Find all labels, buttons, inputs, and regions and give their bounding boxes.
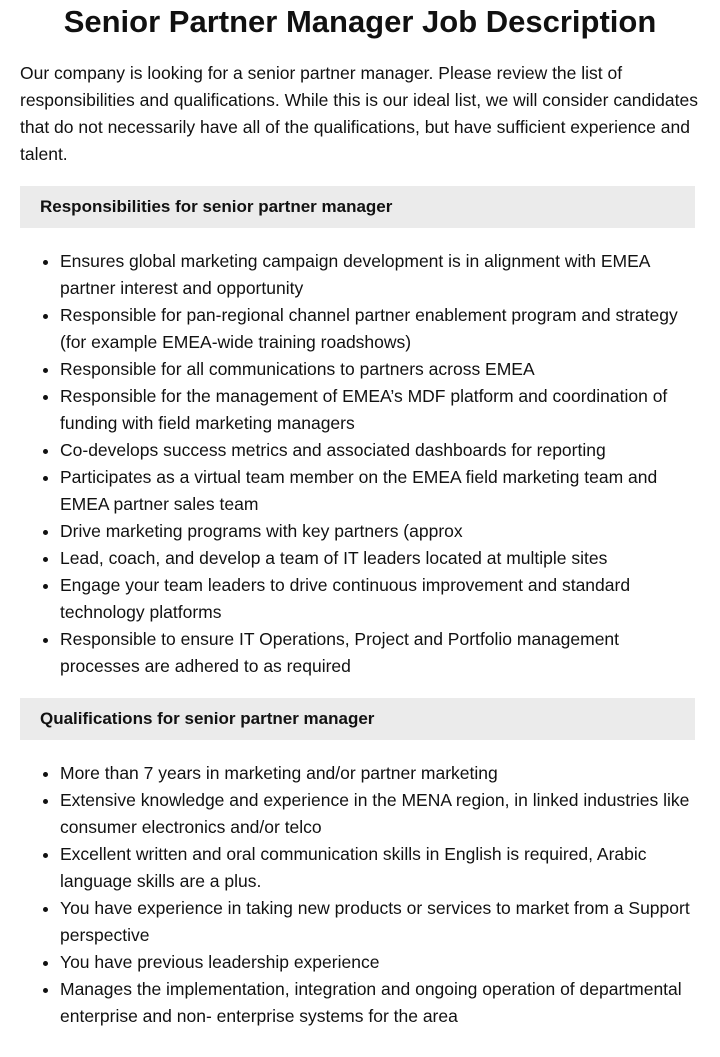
qualifications-heading: Qualifications for senior partner manager bbox=[20, 698, 695, 740]
list-item: • Drive marketing programs with key partners (approx bbox=[60, 518, 700, 545]
list-item: • Co-develops success metrics and associated dashboards for reporting bbox=[60, 437, 700, 464]
list-item: • Participates as a virtual team member on the EMEA field marketing team and EMEA partner sales team bbox=[60, 464, 700, 518]
list-item: • Responsible for pan-regional channel partner enablement program and strategy (for example EMEA-wide training roadshows) bbox=[60, 302, 700, 356]
list-item: • Manages the implementation, integration and ongoing operation of departmental enterprise and non- enterprise systems for the area bbox=[60, 976, 700, 1030]
list-item: • You have experience in taking new products or services to market from a Support perspective bbox=[60, 895, 700, 949]
list-item: • Extensive knowledge and experience in the MENA region, in linked industries like consumer electronics and/or telco bbox=[60, 787, 700, 841]
list-item: • Responsible for the management of EMEA’s MDF platform and coordination of funding with field marketing managers bbox=[60, 383, 700, 437]
qualifications-list bbox=[20, 760, 700, 1030]
list-item: • Lead, coach, and develop a team of IT leaders located at multiple sites bbox=[60, 545, 700, 572]
list-item: • More than 7 years in marketing and/or partner marketing bbox=[60, 760, 700, 787]
list-item: • Responsible for all communications to partners across EMEA bbox=[60, 356, 700, 383]
list-item: • Ensures global marketing campaign development is in alignment with EMEA partner interest and opportunity bbox=[60, 248, 700, 302]
responsibilities-heading: Responsibilities for senior partner manager bbox=[20, 186, 695, 228]
list-item: • Responsible to ensure IT Operations, Project and Portfolio management processes are adhered to as required bbox=[60, 626, 700, 680]
list-item: • Engage your team leaders to drive continuous improvement and standard technology platforms bbox=[60, 572, 700, 626]
intro-paragraph: Our company is looking for a senior partner manager. Please review the list of responsibilities and qualifications. While this is our ideal list, we will consider candidates that do not necessarily have all of the qualifications, but have sufficient experience and talent. bbox=[20, 63, 698, 164]
responsibilities-list bbox=[20, 248, 700, 680]
page-title: Senior Partner Manager Job Description bbox=[63, 4, 657, 39]
list-item: • You have previous leadership experience bbox=[60, 949, 700, 976]
list-item: • Excellent written and oral communication skills in English is required, Arabic language skills are a plus. bbox=[60, 841, 700, 895]
